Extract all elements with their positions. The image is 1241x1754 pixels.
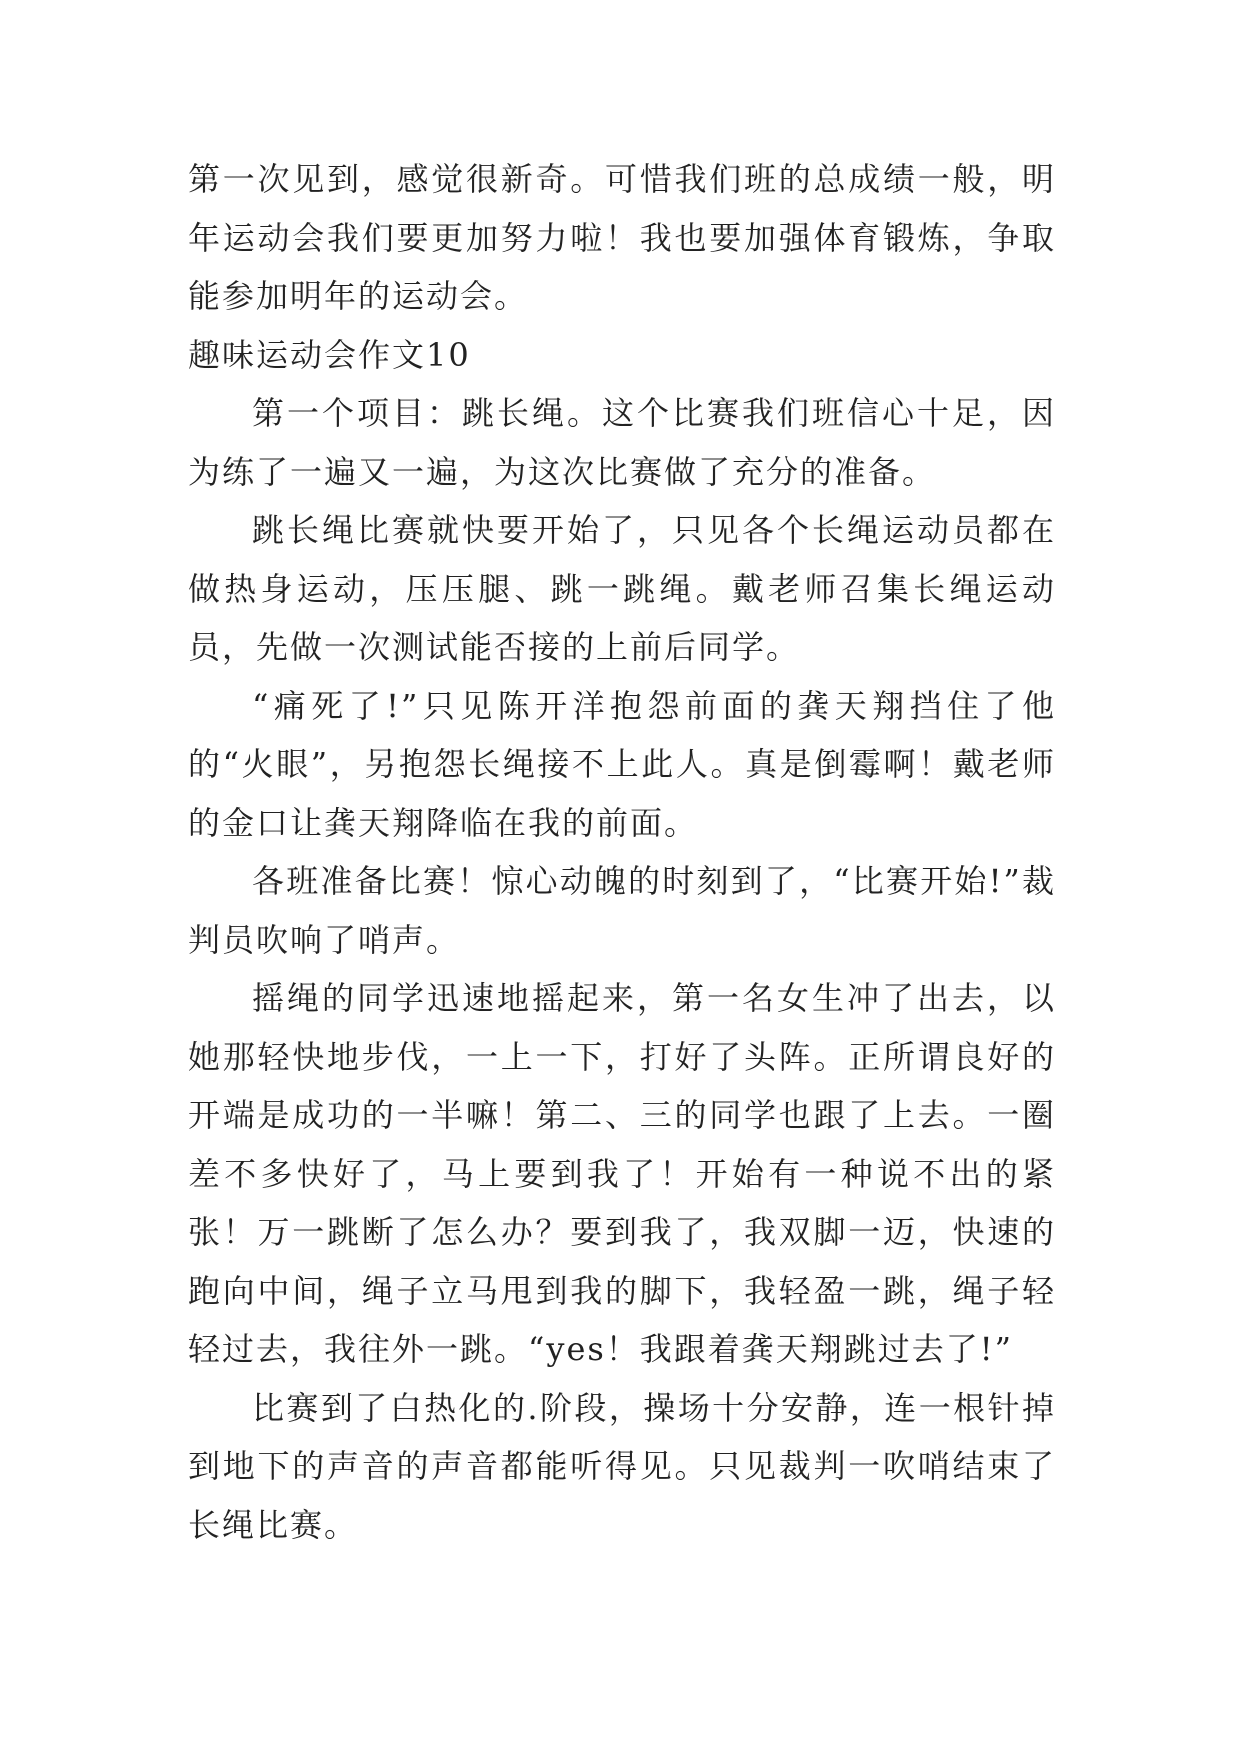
paragraph-5: 摇绳的同学迅速地摇起来，第一名女生冲了出去，以她那轻快地步伐，一上一下，打好了头阵。正所谓良好的开端是成功的一半嘛！第二、三的同学也跟了上去。一圈差不多快好了，马上要到我了！开始有一种说不出的紧张！万一跳断了怎么办？要到我了，我双脚一迈，快速的跑向中间，绳子立马甩到我的脚下，我轻盈一跳，绳子轻轻过去，我往外一跳。“yes！我跟着龚天翔跳过去了!” [188,979,1056,1368]
paragraph-4: 各班准备比赛！惊心动魄的时刻到了，“比赛开始!”裁判员吹响了哨声。 [188,862,1056,959]
paragraph-6: 比赛到了白热化的.阶段，操场十分安静，连一根针掉到地下的声音的声音都能听得见。只见裁判一吹哨结束了长绳比赛。 [188,1388,1056,1544]
document-body [188,150,1056,1554]
paragraph-1: 第一个项目：跳长绳。这个比赛我们班信心十足，因为练了一遍又一遍，为这次比赛做了充分的准备。 [188,394,1056,491]
paragraph-2: 跳长绳比赛就快要开始了，只见各个长绳运动员都在做热身运动，压压腿、跳一跳绳。戴老师召集长绳运动员，先做一次测试能否接的上前后同学。 [188,511,1056,666]
paragraph-intro: 第一次见到，感觉很新奇。可惜我们班的总成绩一般，明年运动会我们要更加努力啦！我也要加强体育锻炼，争取能参加明年的运动会。 [188,160,1056,315]
essay-title: 趣味运动会作文10 [188,335,471,374]
paragraph-3: “痛死了!”只见陈开洋抱怨前面的龚天翔挡住了他的“火眼”，另抱怨长绳接不上此人。真是倒霉啊！戴老师的金口让龚天翔降临在我的前面。 [188,686,1056,842]
